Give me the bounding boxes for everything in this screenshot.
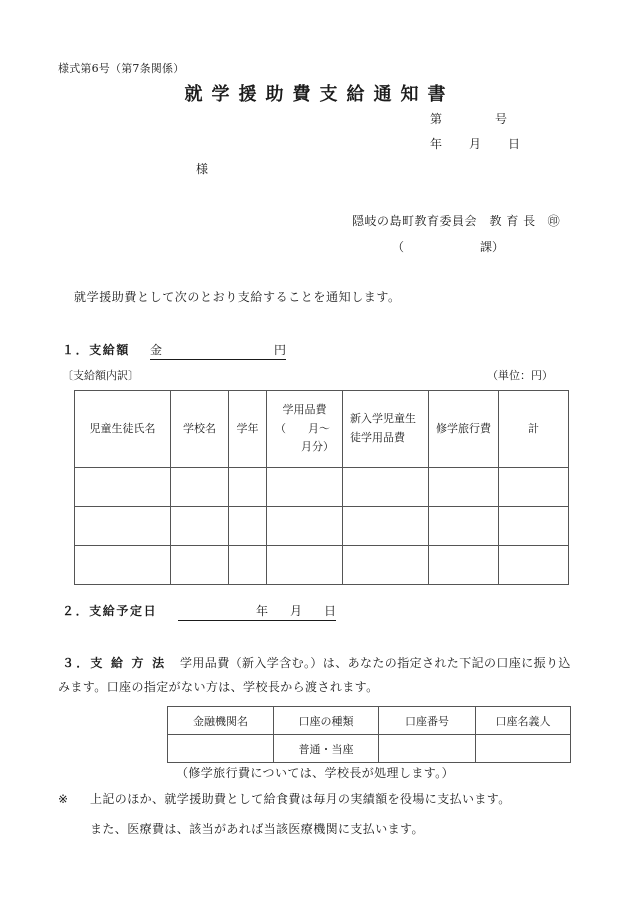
cell-school-name[interactable] — [171, 546, 229, 585]
cell-account-number[interactable] — [379, 735, 476, 763]
footnote-2-text: また、医療費は、該当があれば当該医療機関に支払います。 — [90, 822, 424, 836]
section2-label: ２．支給予定日 — [62, 604, 158, 618]
cell-total[interactable] — [499, 468, 569, 507]
cell-school-name[interactable] — [171, 468, 229, 507]
col-header-bank-name: 金融機関名 — [168, 707, 274, 735]
cell-account-holder[interactable] — [476, 735, 571, 763]
footnote-1 — [58, 790, 511, 807]
footnote-1-text: 上記のほか、就学援助費として給食費は毎月の実績額を役場に支払います。 — [90, 792, 511, 806]
table-row — [75, 468, 569, 507]
supplies-line2: （ 月～ — [275, 421, 330, 435]
cell-student-name[interactable] — [75, 507, 171, 546]
cell-school-name[interactable] — [171, 507, 229, 546]
date-day-label: 日 — [324, 604, 337, 618]
col-header-student-name: 児童生徒氏名 — [75, 391, 171, 468]
cell-school-supplies[interactable] — [267, 468, 343, 507]
unit-label: （単位：円） — [487, 369, 553, 382]
amount-prefix: 金 — [150, 343, 163, 357]
document-date-line: 年 月 日 — [430, 137, 522, 151]
col-header-account-number: 口座番号 — [379, 707, 476, 735]
section3-label: ３．支 給 方 法 — [62, 656, 167, 670]
new-student-line2: 徒学用品費 — [350, 431, 405, 444]
section3-body-line2: みます。口座の指定がない方は、学校長から渡されます。 — [58, 680, 379, 694]
col-header-account-type: 口座の種類 — [274, 707, 379, 735]
bank-account-table — [167, 706, 571, 763]
col-header-school-supplies — [267, 391, 343, 468]
cell-school-trip[interactable] — [429, 507, 499, 546]
issuer-label: 隠岐の島町教育委員会 教 育 長 — [352, 214, 536, 228]
date-year-label: 年 — [256, 604, 269, 618]
document-number-line: 第 号 — [430, 112, 509, 126]
col-header-school-name: 学校名 — [171, 391, 229, 468]
recipient-suffix: 様 — [196, 162, 209, 176]
cell-grade[interactable] — [229, 546, 267, 585]
issuer-department-close: 課） — [480, 240, 505, 254]
col-header-new-student-supplies — [343, 391, 429, 468]
cell-new-student-supplies[interactable] — [343, 468, 429, 507]
cell-total[interactable] — [499, 546, 569, 585]
new-student-line1: 新入学児童生 — [350, 412, 416, 426]
supplies-line3: 月分） — [301, 440, 334, 454]
issuer-name — [352, 212, 560, 229]
seal-icon: ㊞ — [547, 214, 561, 228]
section1-label: １．支給額 — [62, 343, 131, 357]
bank-table-header-row — [168, 707, 571, 735]
cell-new-student-supplies[interactable] — [343, 546, 429, 585]
cell-school-trip[interactable] — [429, 546, 499, 585]
document-title: 就学援助費支給通知書 — [184, 84, 455, 105]
table-header-row — [75, 391, 569, 468]
cell-total[interactable] — [499, 507, 569, 546]
section3-body-line1: 学用品費（新入学含む。）は、あなたの指定された下記の口座に振り込 — [180, 656, 571, 670]
amount-suffix: 円 — [274, 343, 287, 357]
cell-account-type[interactable]: 普通・当座 — [274, 735, 379, 763]
issuer-department — [392, 238, 504, 255]
date-month-label: 月 — [290, 604, 303, 618]
cell-school-supplies[interactable] — [267, 546, 343, 585]
section1-amount-field[interactable] — [150, 341, 286, 360]
col-header-school-trip: 修学旅行費 — [429, 391, 499, 468]
breakdown-table — [74, 390, 569, 585]
cell-student-name[interactable] — [75, 468, 171, 507]
cell-school-supplies[interactable] — [267, 507, 343, 546]
cell-student-name[interactable] — [75, 546, 171, 585]
bank-table-row — [168, 735, 571, 763]
cell-school-trip[interactable] — [429, 468, 499, 507]
col-header-grade: 学年 — [229, 391, 267, 468]
note-mark-icon: ※ — [58, 792, 69, 806]
intro-text: 就学援助費として次のとおり支給することを通知します。 — [74, 290, 401, 304]
bank-table-note: （修学旅行費については、学校長が処理します。） — [175, 766, 454, 780]
col-header-account-holder: 口座名義人 — [476, 707, 571, 735]
form-number: 様式第6号（第7条関係） — [58, 62, 185, 75]
footnote-2 — [58, 820, 424, 837]
supplies-line1: 学用品費 — [282, 402, 327, 416]
breakdown-label: 〔支給額内訳〕 — [62, 369, 139, 382]
table-row — [75, 546, 569, 585]
cell-new-student-supplies[interactable] — [343, 507, 429, 546]
cell-grade[interactable] — [229, 507, 267, 546]
col-header-total: 計 — [499, 391, 569, 468]
section2-date-field[interactable] — [178, 602, 336, 621]
issuer-department-open: （ — [392, 240, 405, 254]
cell-bank-name[interactable] — [168, 735, 274, 763]
cell-grade[interactable] — [229, 468, 267, 507]
table-row — [75, 507, 569, 546]
